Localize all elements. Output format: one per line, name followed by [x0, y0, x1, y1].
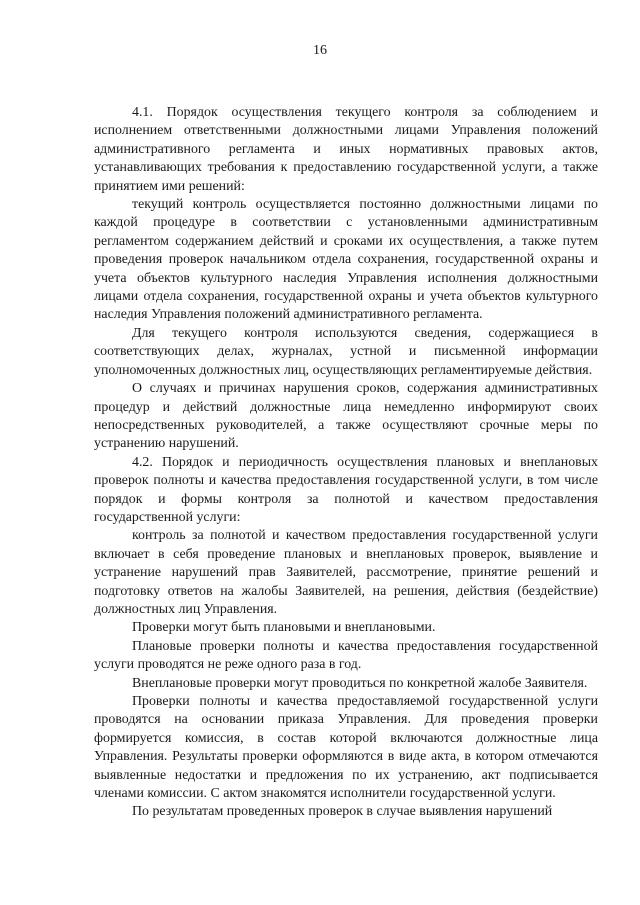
paragraph-4-2-heading: 4.2. Порядок и периодичность осуществления плановых и внеплановых проверок полноты и качества предоставления государственной услуги, в том числе порядок и формы контроля за полнотой и качеством предоставления государственной услуги:: [94, 454, 598, 525]
paragraph-violations: О случаях и причинах нарушения сроков, содержания административных процедур и действий должностные лица немедленно информируют своих непосредственных руководителей, а также осуществляют срочные меры по устранению нарушений.: [94, 381, 598, 452]
paragraph-4-1-heading: 4.1. Порядок осуществления текущего контроля за соблюдением и исполнением ответственными должностными лицами Управления положений административного регламента и иных нормативных правовых актов, устанавливающих требования к предоставлению государственной услуги, а также принятием ими решений:: [94, 105, 598, 194]
paragraph-inspection-types: Проверки могут быть плановыми и внеплановыми.: [132, 620, 436, 636]
paragraph-inspection-procedure: Проверки полноты и качества предоставляемой государственной услуги проводятся на основании приказа Управления. Для проведения проверки формируется комиссия, в состав которой включаются должностные лица Управления. Результаты проверки оформляются в виде акта, в котором отмечаются выявленные недостатки и предложения по их устранению, акт подписывается членами комиссии. С актом знакомятся исполнители государственной услуги.: [94, 694, 598, 802]
paragraph-inspection-results: По результатам проведенных проверок в случае выявления нарушений: [132, 804, 553, 820]
paragraph-current-control: текущий контроль осуществляется постоянно должностными лицами по каждой процедуре в соответствии с установленными административным регламентом содержанием действий и сроками их осуществления, а также путем проведения проверок начальником отдела сохранения, государственной охраны и учета объектов культурного наследия Управления исполнения должностными лицами отдела сохранения, государственной охраны и учета объектов культурного наследия Управления положений административного регламента.: [94, 197, 598, 323]
paragraph-control-sources: Для текущего контроля используются сведения, содержащиеся в соответствующих делах, журналах, устной и письменной информации уполномоченных должностных лиц, осуществляющих регламентируемые действия.: [94, 325, 598, 378]
document-body: [94, 104, 598, 822]
paragraph-quality-control: контроль за полнотой и качеством предоставления государственной услуги включает в себя проведение плановых и внеплановых проверок, выявление и устранение нарушений прав Заявителей, рассмотрение, принятие решений и подготовку ответов на жалобы Заявителей, на решения, действия (бездействие) должностных лиц Управления.: [94, 528, 598, 617]
page-number: 16: [313, 43, 327, 58]
paragraph-unplanned-inspections: Внеплановые проверки могут проводиться по конкретной жалобе Заявителя.: [132, 675, 588, 691]
paragraph-planned-inspections: Плановые проверки полноты и качества предоставления государственной услуги проводятся не реже одного раза в год.: [94, 638, 598, 673]
